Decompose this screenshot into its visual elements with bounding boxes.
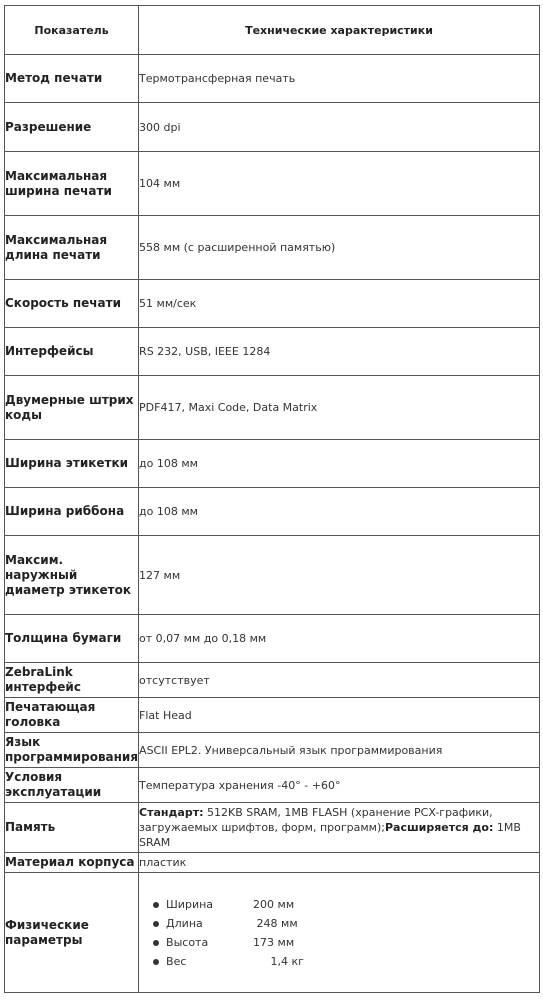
row-value-physical bbox=[139, 873, 540, 993]
table-row bbox=[5, 853, 540, 873]
row-value: отсутствует bbox=[139, 663, 540, 698]
bullet-icon bbox=[153, 940, 159, 946]
row-label: Материал корпуса bbox=[5, 853, 139, 873]
row-label: Максимальная ширина печати bbox=[5, 152, 139, 216]
param-value: 248 мм bbox=[253, 916, 298, 930]
list-item bbox=[153, 914, 539, 933]
table-row bbox=[5, 873, 540, 993]
list-item bbox=[153, 952, 539, 971]
table-row bbox=[5, 216, 540, 280]
table-row bbox=[5, 536, 540, 615]
param-name: Высота bbox=[166, 935, 209, 949]
table-row bbox=[5, 152, 540, 216]
row-value: 127 мм bbox=[139, 536, 540, 615]
table-header-row bbox=[5, 6, 540, 55]
row-label: Двумерные штрих коды bbox=[5, 376, 139, 440]
row-label: Скорость печати bbox=[5, 280, 139, 328]
row-value: RS 232, USB, IEEE 1284 bbox=[139, 328, 540, 376]
row-label: Язык программирования bbox=[5, 733, 139, 768]
row-value: до 108 мм bbox=[139, 440, 540, 488]
header-parameter: Показатель bbox=[5, 6, 139, 55]
physical-params-list bbox=[139, 895, 539, 971]
row-label: Толщина бумаги bbox=[5, 615, 139, 663]
table-row bbox=[5, 328, 540, 376]
table-row bbox=[5, 103, 540, 152]
table-row bbox=[5, 803, 540, 853]
memory-standard-text: 512KB SRAM, 1MB FLASH (хранение PCX-графики, загружаемых шрифтов, форм, программ); bbox=[139, 806, 493, 834]
row-label: ZebraLink интерфейс bbox=[5, 663, 139, 698]
row-value: 558 мм (с расширенной памятью) bbox=[139, 216, 540, 280]
table-row bbox=[5, 698, 540, 733]
row-value: PDF417, Maxi Code, Data Matrix bbox=[139, 376, 540, 440]
row-label: Физические параметры bbox=[5, 873, 139, 993]
row-value: 104 мм bbox=[139, 152, 540, 216]
memory-expand-label: Расширяется до: bbox=[384, 821, 494, 834]
row-value: Температура хранения -40° - +60° bbox=[139, 768, 540, 803]
table-row bbox=[5, 280, 540, 328]
table-row bbox=[5, 615, 540, 663]
bullet-icon bbox=[153, 902, 159, 908]
table-row bbox=[5, 663, 540, 698]
row-label: Разрешение bbox=[5, 103, 139, 152]
row-label: Память bbox=[5, 803, 139, 853]
row-label: Ширина этикетки bbox=[5, 440, 139, 488]
table-row bbox=[5, 488, 540, 536]
row-value-memory bbox=[139, 803, 540, 853]
row-value: Термотрансферная печать bbox=[139, 55, 540, 103]
row-value: пластик bbox=[139, 853, 540, 873]
row-value: ASCII EPL2. Универсальный язык программирования bbox=[139, 733, 540, 768]
memory-expand-text: 1MB SRAM bbox=[139, 821, 521, 849]
list-item bbox=[153, 933, 539, 952]
memory-standard-label: Стандарт: bbox=[139, 806, 204, 819]
table-row bbox=[5, 55, 540, 103]
row-label: Интерфейсы bbox=[5, 328, 139, 376]
row-value: до 108 мм bbox=[139, 488, 540, 536]
param-name: Вес bbox=[166, 954, 187, 968]
row-value: 51 мм/сек bbox=[139, 280, 540, 328]
row-value: 300 dpi bbox=[139, 103, 540, 152]
header-specifications: Технические характеристики bbox=[139, 6, 540, 55]
row-value: Flat Head bbox=[139, 698, 540, 733]
param-value: 173 мм bbox=[253, 935, 295, 949]
row-label: Печатающая головка bbox=[5, 698, 139, 733]
bullet-icon bbox=[153, 921, 159, 927]
row-label: Условия эксплуатации bbox=[5, 768, 139, 803]
param-name: Ширина bbox=[166, 897, 214, 911]
param-value: 1,4 кг bbox=[253, 954, 304, 968]
row-label: Ширина риббона bbox=[5, 488, 139, 536]
table-row bbox=[5, 440, 540, 488]
table-row bbox=[5, 768, 540, 803]
list-item bbox=[153, 895, 539, 914]
table-row bbox=[5, 733, 540, 768]
param-value: 200 мм bbox=[253, 897, 295, 911]
table-row bbox=[5, 376, 540, 440]
param-name: Длина bbox=[166, 916, 203, 930]
row-label: Метод печати bbox=[5, 55, 139, 103]
row-label: Максим. наружный диаметр этикеток bbox=[5, 536, 139, 615]
row-label: Максимальная длина печати bbox=[5, 216, 139, 280]
row-value: от 0,07 мм до 0,18 мм bbox=[139, 615, 540, 663]
bullet-icon bbox=[153, 959, 159, 965]
specs-table bbox=[4, 5, 540, 993]
